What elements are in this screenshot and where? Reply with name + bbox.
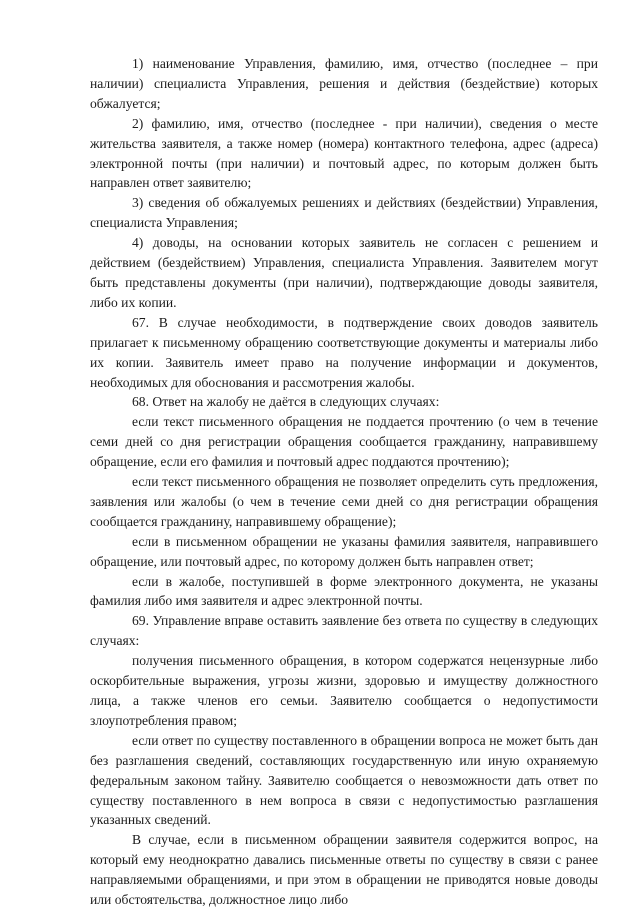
paragraph-item-4: 4) доводы, на основании которых заявитель не согласен с решением и действием (бездействием) Управления, специалиста Управления. Заявителем могут быть представлены документы (при наличии), подтверждающие доводы заявителя, либо их копии. (90, 235, 598, 310)
paragraph-69: 69. Управление вправе оставить заявление без ответа по существу в следующих случаях: (90, 613, 598, 649)
paragraph-68: 68. Ответ на жалобу не даётся в следующих случаях: (132, 394, 440, 410)
paragraph-68-case-1: если текст письменного обращения не поддается прочтению (о чем в течение семи дней со дня регистрации обращения сообщается гражданину, направившему обращение, если его фамилия и почтовый адрес поддаются прочтению); (90, 414, 598, 470)
paragraph-repeat-question: В случае, если в письменном обращении заявителя содержится вопрос, на который ему неоднократно давались письменные ответы по существу в связи с ранее направляемыми обращениями, и при этом в обращении не приводятся новые доводы или обстоятельства, должностное лицо либо (90, 832, 598, 908)
paragraph-68-case-4: если в жалобе, поступившей в форме электронного документа, не указаны фамилия либо имя заявителя и адрес электронной почты. (90, 573, 598, 609)
paragraph-68-case-2: если текст письменного обращения не позволяет определить суть предложения, заявления или жалобы (о чем в течение семи дней со дня регистрации обращения сообщается гражданину, направившему обращение); (90, 474, 598, 529)
paragraph-item-1: 1) наименование Управления, фамилию, имя, отчество (последнее – при наличии) специалиста Управления, решения и действия (бездействие) которых обжалуется; (90, 56, 598, 111)
paragraph-69-case-2: если ответ по существу поставленного в обращении вопроса не может быть дан без разглашения сведений, составляющих государственную или иную охраняемую федеральным законом тайну. Заявителю сообщается о невозможности дать ответ по существу поставленного в нем вопроса в связи с недопустимостью разглашения указанных сведений. (90, 732, 598, 828)
paragraph-item-3: 3) сведения об обжалуемых решениях и действиях (бездействии) Управления, специалиста Управления; (90, 195, 598, 231)
paragraph-67: 67. В случае необходимости, в подтверждение своих доводов заявитель прилагает к письменному обращению соответствующие документы и материалы либо их копии. Заявитель имеет право на получение информации и документов, необходимых для обоснования и рассмотрения жалобы. (90, 314, 598, 390)
paragraph-item-2: 2) фамилию, имя, отчество (последнее - при наличии), сведения о месте жительства заявителя, а также номер (номера) контактного телефона, адрес (адреса) электронной почты (при наличии) и почтовый адрес, по которым должен быть направлен ответ заявителю; (90, 115, 598, 191)
paragraph-69-case-1: получения письменного обращения, в котором содержатся нецензурные либо оскорбительные выражения, угрозы жизни, здоровью и имуществу должностного лица, а также членов его семьи. Заявителю сообщается о недопустимости злоупотребления правом; (90, 653, 598, 728)
paragraph-68-case-3: если в письменном обращении не указаны фамилия заявителя, направившего обращение, или почтовый адрес, по которому должен быть направлен ответ; (90, 533, 598, 569)
